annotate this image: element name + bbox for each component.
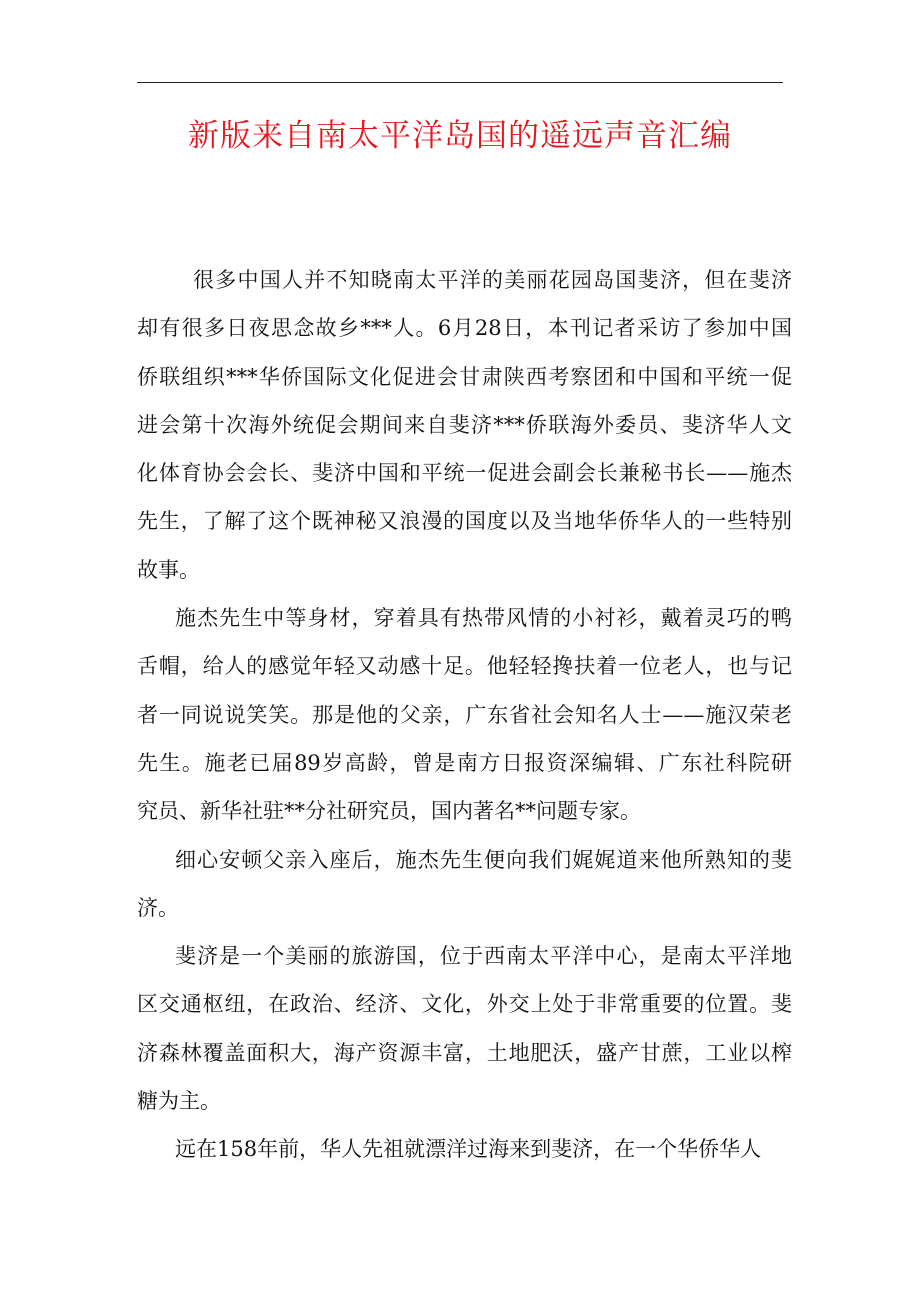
paragraph [137,932,792,1125]
text-line: 区交通枢纽，在政治、经济、文化，外交上处于非常重要的位置。斐 [137,992,792,1017]
text-line: 先生。施老已届89岁高龄，曾是南方日报资深编辑、广东社科院研 [137,750,792,775]
text-line: 施杰先生中等身材，穿着具有热带风情的小衬衫，戴着灵巧的鸭 [175,606,792,631]
document-body [137,256,792,1174]
paragraph [137,836,792,933]
paragraph [137,594,792,835]
text-line: 舌帽，给人的感觉年轻又动感十足。他轻轻搀扶着一位老人，也与记 [137,654,792,679]
text-line: 进会第十次海外统促会期间来自斐济***侨联海外委员、斐济华人文 [137,412,792,437]
text-line: 先生，了解了这个既神秘又浪漫的国度以及当地华侨华人的一些特别 [137,509,792,534]
paragraph [137,1125,792,1173]
text-line: 却有很多日夜思念故乡***人。6月28日，本刊记者采访了参加中国 [137,316,792,341]
text-line: 化体育协会会长、斐济中国和平统一促进会副会长兼秘书长——施杰 [137,461,792,486]
text-line: 很多中国人并不知晓南太平洋的美丽花园岛国斐济，但在斐济 [193,268,792,292]
document-title: 新版来自南太平洋岛国的遥远声音汇编 [188,118,732,154]
text-line: 济森林覆盖面积大，海产资源丰富，土地肥沃，盛产甘蔗，工业以榨 [137,1040,792,1065]
text-line: 究员、新华社驻**分社研究员，国内著名**问题专家。 [137,799,641,824]
text-line: 细心安顿父亲入座后，施杰先生便向我们娓娓道来他所熟知的斐 [175,847,792,872]
header-rule [137,82,783,83]
text-line: 远在158年前，华人先祖就漂洋过海来到斐济，在一个华侨华人 [175,1137,762,1162]
text-line: 侨联组织***华侨国际文化促进会甘肃陕西考察团和中国和平统一促 [137,364,792,389]
paragraph [137,256,792,594]
text-line: 斐济是一个美丽的旅游国，位于西南太平洋中心，是南太平洋地 [175,944,792,969]
text-line: 者一同说说笑笑。那是他的父亲，广东省社会知名人士——施汉荣老 [137,702,792,727]
text-line: 故事。 [137,557,200,582]
text-line: 糖为主。 [137,1089,221,1114]
text-line: 济。 [137,895,179,920]
